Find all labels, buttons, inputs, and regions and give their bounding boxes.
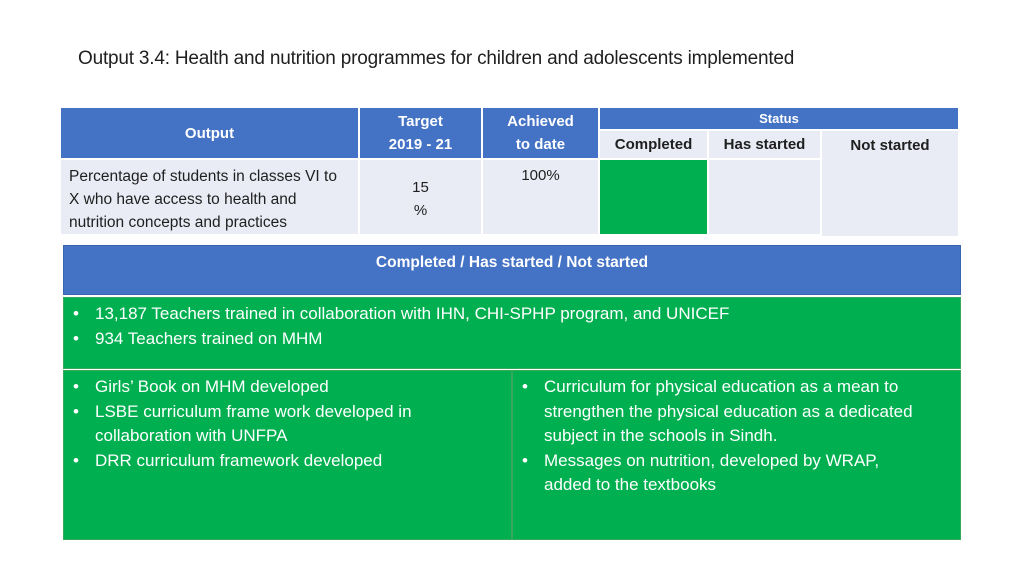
status-banner (63, 245, 961, 295)
activities-left-box (63, 370, 512, 540)
target-header (360, 108, 483, 160)
activities-left-list (64, 375, 511, 473)
activities-top-box (63, 297, 961, 369)
target-value-line2: % (413, 202, 428, 219)
output-description: Percentage of students in classes VI to X who have access to health and nutrition concepts and practices (69, 168, 337, 231)
not-started-header (822, 131, 958, 160)
achieved-header (483, 108, 600, 160)
completed-status-cell (600, 160, 709, 236)
list-item: • Messages on nutrition, developed by WRAP, added to the textbooks (513, 449, 960, 498)
status-header (600, 108, 958, 129)
list-item: • 934 Teachers trained on MHM (64, 327, 960, 352)
target-cell (360, 160, 483, 236)
status-header-label: Status (759, 111, 799, 126)
achieved-header-line1: Achieved (507, 113, 574, 130)
output-header (61, 108, 360, 160)
target-header-line1: Target (398, 113, 443, 130)
target-value-line1: 15 (412, 179, 429, 196)
completed-header-label: Completed (614, 136, 693, 153)
status-banner-label: Completed / Has started / Not started (375, 254, 649, 271)
target-header-line2: 2019 - 21 (388, 136, 453, 153)
list-item: • Girls’ Book on MHM developed (64, 375, 511, 400)
list-item: • Curriculum for physical education as a mean to strengthen the physical education as a dedicated subject in the schools in Sindh. (513, 375, 960, 449)
has-started-header-label: Has started (723, 136, 806, 153)
achieved-header-line2: to date (515, 136, 566, 153)
activities-right-box (512, 370, 961, 540)
list-item: • LSBE curriculum frame work developed in collaboration with UNFPA (64, 400, 511, 449)
has-started-header (709, 131, 822, 160)
achieved-value: 100% (521, 167, 560, 184)
not-started-status-cell (822, 160, 958, 236)
achieved-cell (483, 160, 600, 236)
completed-header (600, 131, 709, 160)
activities-top-list (64, 302, 960, 351)
list-item: • 13,187 Teachers trained in collaboration with IHN, CHI-SPHP program, and UNICEF (64, 302, 960, 327)
not-started-header-label: Not started (850, 137, 930, 154)
activities-right-list (513, 375, 960, 498)
has-started-status-cell (709, 160, 822, 236)
output-cell (61, 160, 360, 236)
page-title: Output 3.4: Health and nutrition programmes for children and adolescents implemented (78, 48, 795, 69)
output-header-label: Output (184, 124, 235, 142)
list-item: • DRR curriculum framework developed (64, 449, 511, 474)
